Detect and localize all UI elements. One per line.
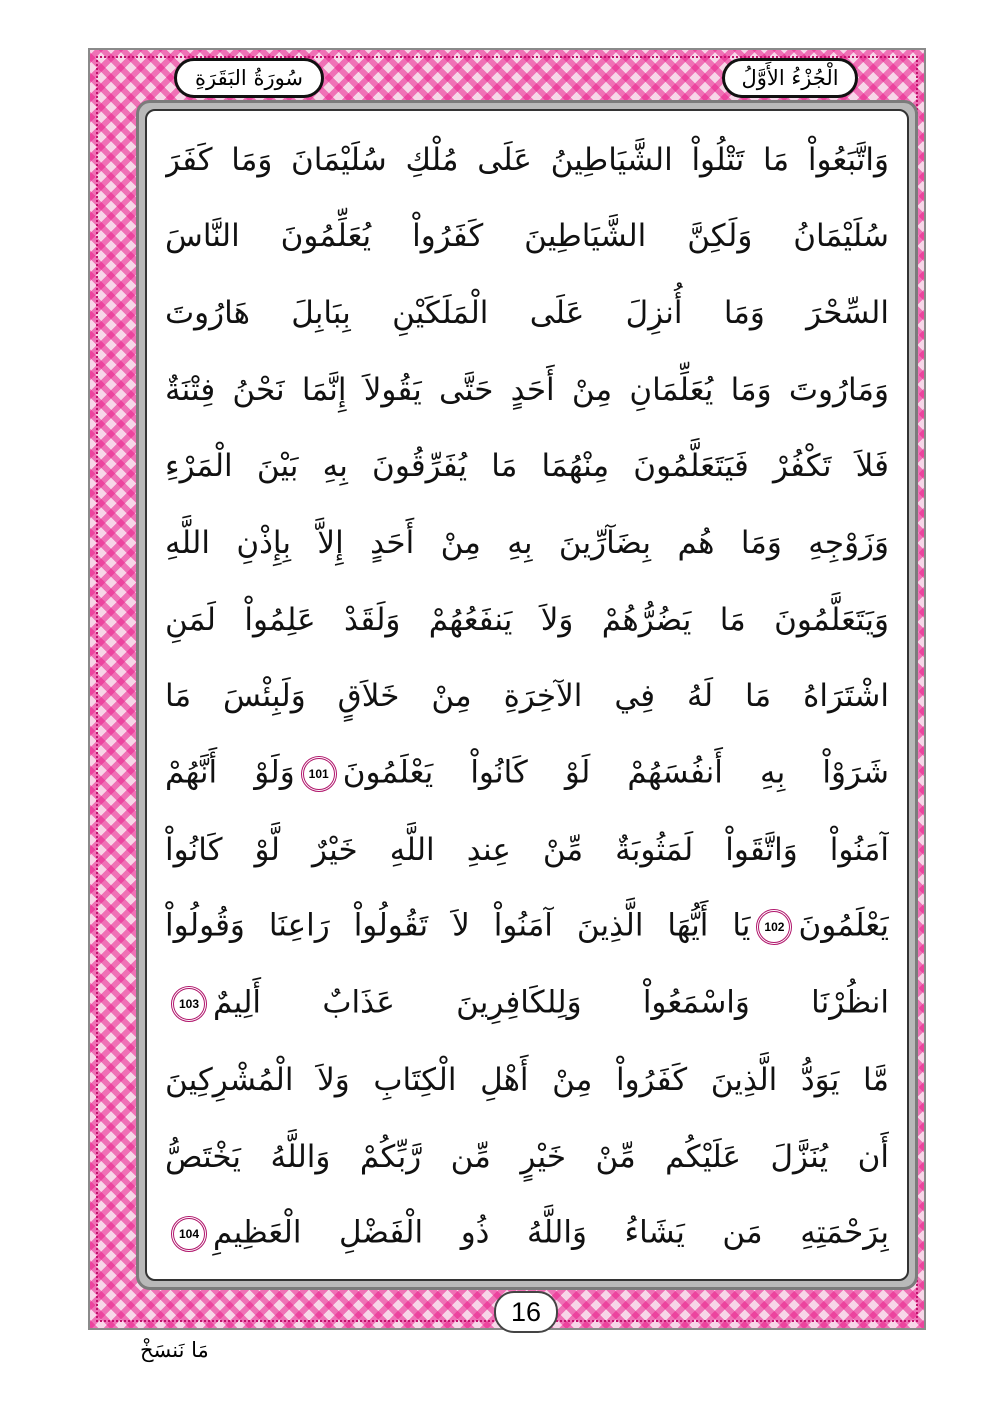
text-line: انظُرْنَا وَاسْمَعُواْ وَلِلكَافِرِينَ عَذَابٌ أَلِيمٌ103 [165, 969, 889, 1039]
text-line: اشْتَرَاهُ مَا لَهُ فِي الآخِرَةِ مِنْ خَلاَقٍ وَلَبِئْسَ مَا [165, 678, 889, 715]
text-line: وَاتَّبَعُواْ مَا تَتْلُواْ الشَّيَاطِينُ عَلَى مُلْكِ سُلَيْمَانَ وَمَا كَفَرَ [165, 141, 889, 178]
catchword: مَا نَنسَخْ [140, 1338, 209, 1362]
text-line: فَلاَ تَكْفُرْ فَيَتَعَلَّمُونَ مِنْهُمَا مَا يُفَرِّقُونَ بِهِ بَيْنَ الْمَرْءِ [165, 448, 889, 485]
text-line: أَن يُنَزَّلَ عَلَيْكُم مِّنْ خَيْرٍ مِّن رَّبِّكُمْ وَاللَّهُ يَخْتَصُّ [165, 1138, 889, 1175]
text-line: شَرَوْاْ بِهِ أَنفُسَهُمْ لَوْ كَانُواْ يَعْلَمُونَ101وَلَوْ أَنَّهُمْ [165, 754, 889, 791]
ayah-number-marker: 102 [756, 909, 792, 945]
text-panel-frame [136, 100, 918, 1290]
surah-title: سُورَةُ البَقَرَةِ [174, 58, 324, 98]
text-line: بِرَحْمَتِهِ مَن يَشَاءُ وَاللَّهُ ذُو الْفَضْلِ الْعَظِيمِ104 [165, 1199, 889, 1269]
ayah-number-marker: 103 [171, 986, 207, 1022]
page-number: 16 [494, 1291, 558, 1333]
juz-title: الْجُزْءُ الأَوَّلُ [722, 58, 858, 98]
text-line: سُلَيْمَانُ وَلَكِنَّ الشَّيَاطِينَ كَفَرُواْ يُعَلِّمُونَ النَّاسَ [165, 218, 889, 255]
text-line: يَعْلَمُونَ102يَا أَيُّهَا الَّذِينَ آمَنُواْ لاَ تَقُولُواْ رَاعِنَا وَقُولُواْ [165, 907, 889, 944]
text-line: وَيَتَعَلَّمُونَ مَا يَضُرُّهُمْ وَلاَ يَنفَعُهُمْ وَلَقَدْ عَلِمُواْ لَمَنِ [165, 601, 889, 638]
text-line: السِّحْرَ وَمَا أُنزِلَ عَلَى الْمَلَكَيْنِ بِبَابِلَ هَارُوتَ [165, 294, 889, 331]
text-line: آمَنُواْ وَاتَّقَواْ لَمَثُوبَةٌ مِّنْ عِندِ اللَّهِ خَيْرٌ لَّوْ كَانُواْ [165, 831, 889, 868]
ayah-number-marker: 101 [301, 756, 337, 792]
ayah-number-marker: 104 [171, 1216, 207, 1252]
text-line: مَّا يَوَدُّ الَّذِينَ كَفَرُواْ مِنْ أَهْلِ الْكِتَابِ وَلاَ الْمُشْرِكِينَ [165, 1061, 889, 1098]
text-panel [145, 109, 909, 1281]
text-line: وَمَارُوتَ وَمَا يُعَلِّمَانِ مِنْ أَحَدٍ حَتَّى يَقُولاَ إِنَّمَا نَحْنُ فِتْنَةٌ [165, 371, 889, 408]
text-line: وَزَوْجِهِ وَمَا هُم بِضَآرِّينَ بِهِ مِنْ أَحَدٍ إِلاَّ بِإِذْنِ اللَّهِ [165, 525, 889, 562]
